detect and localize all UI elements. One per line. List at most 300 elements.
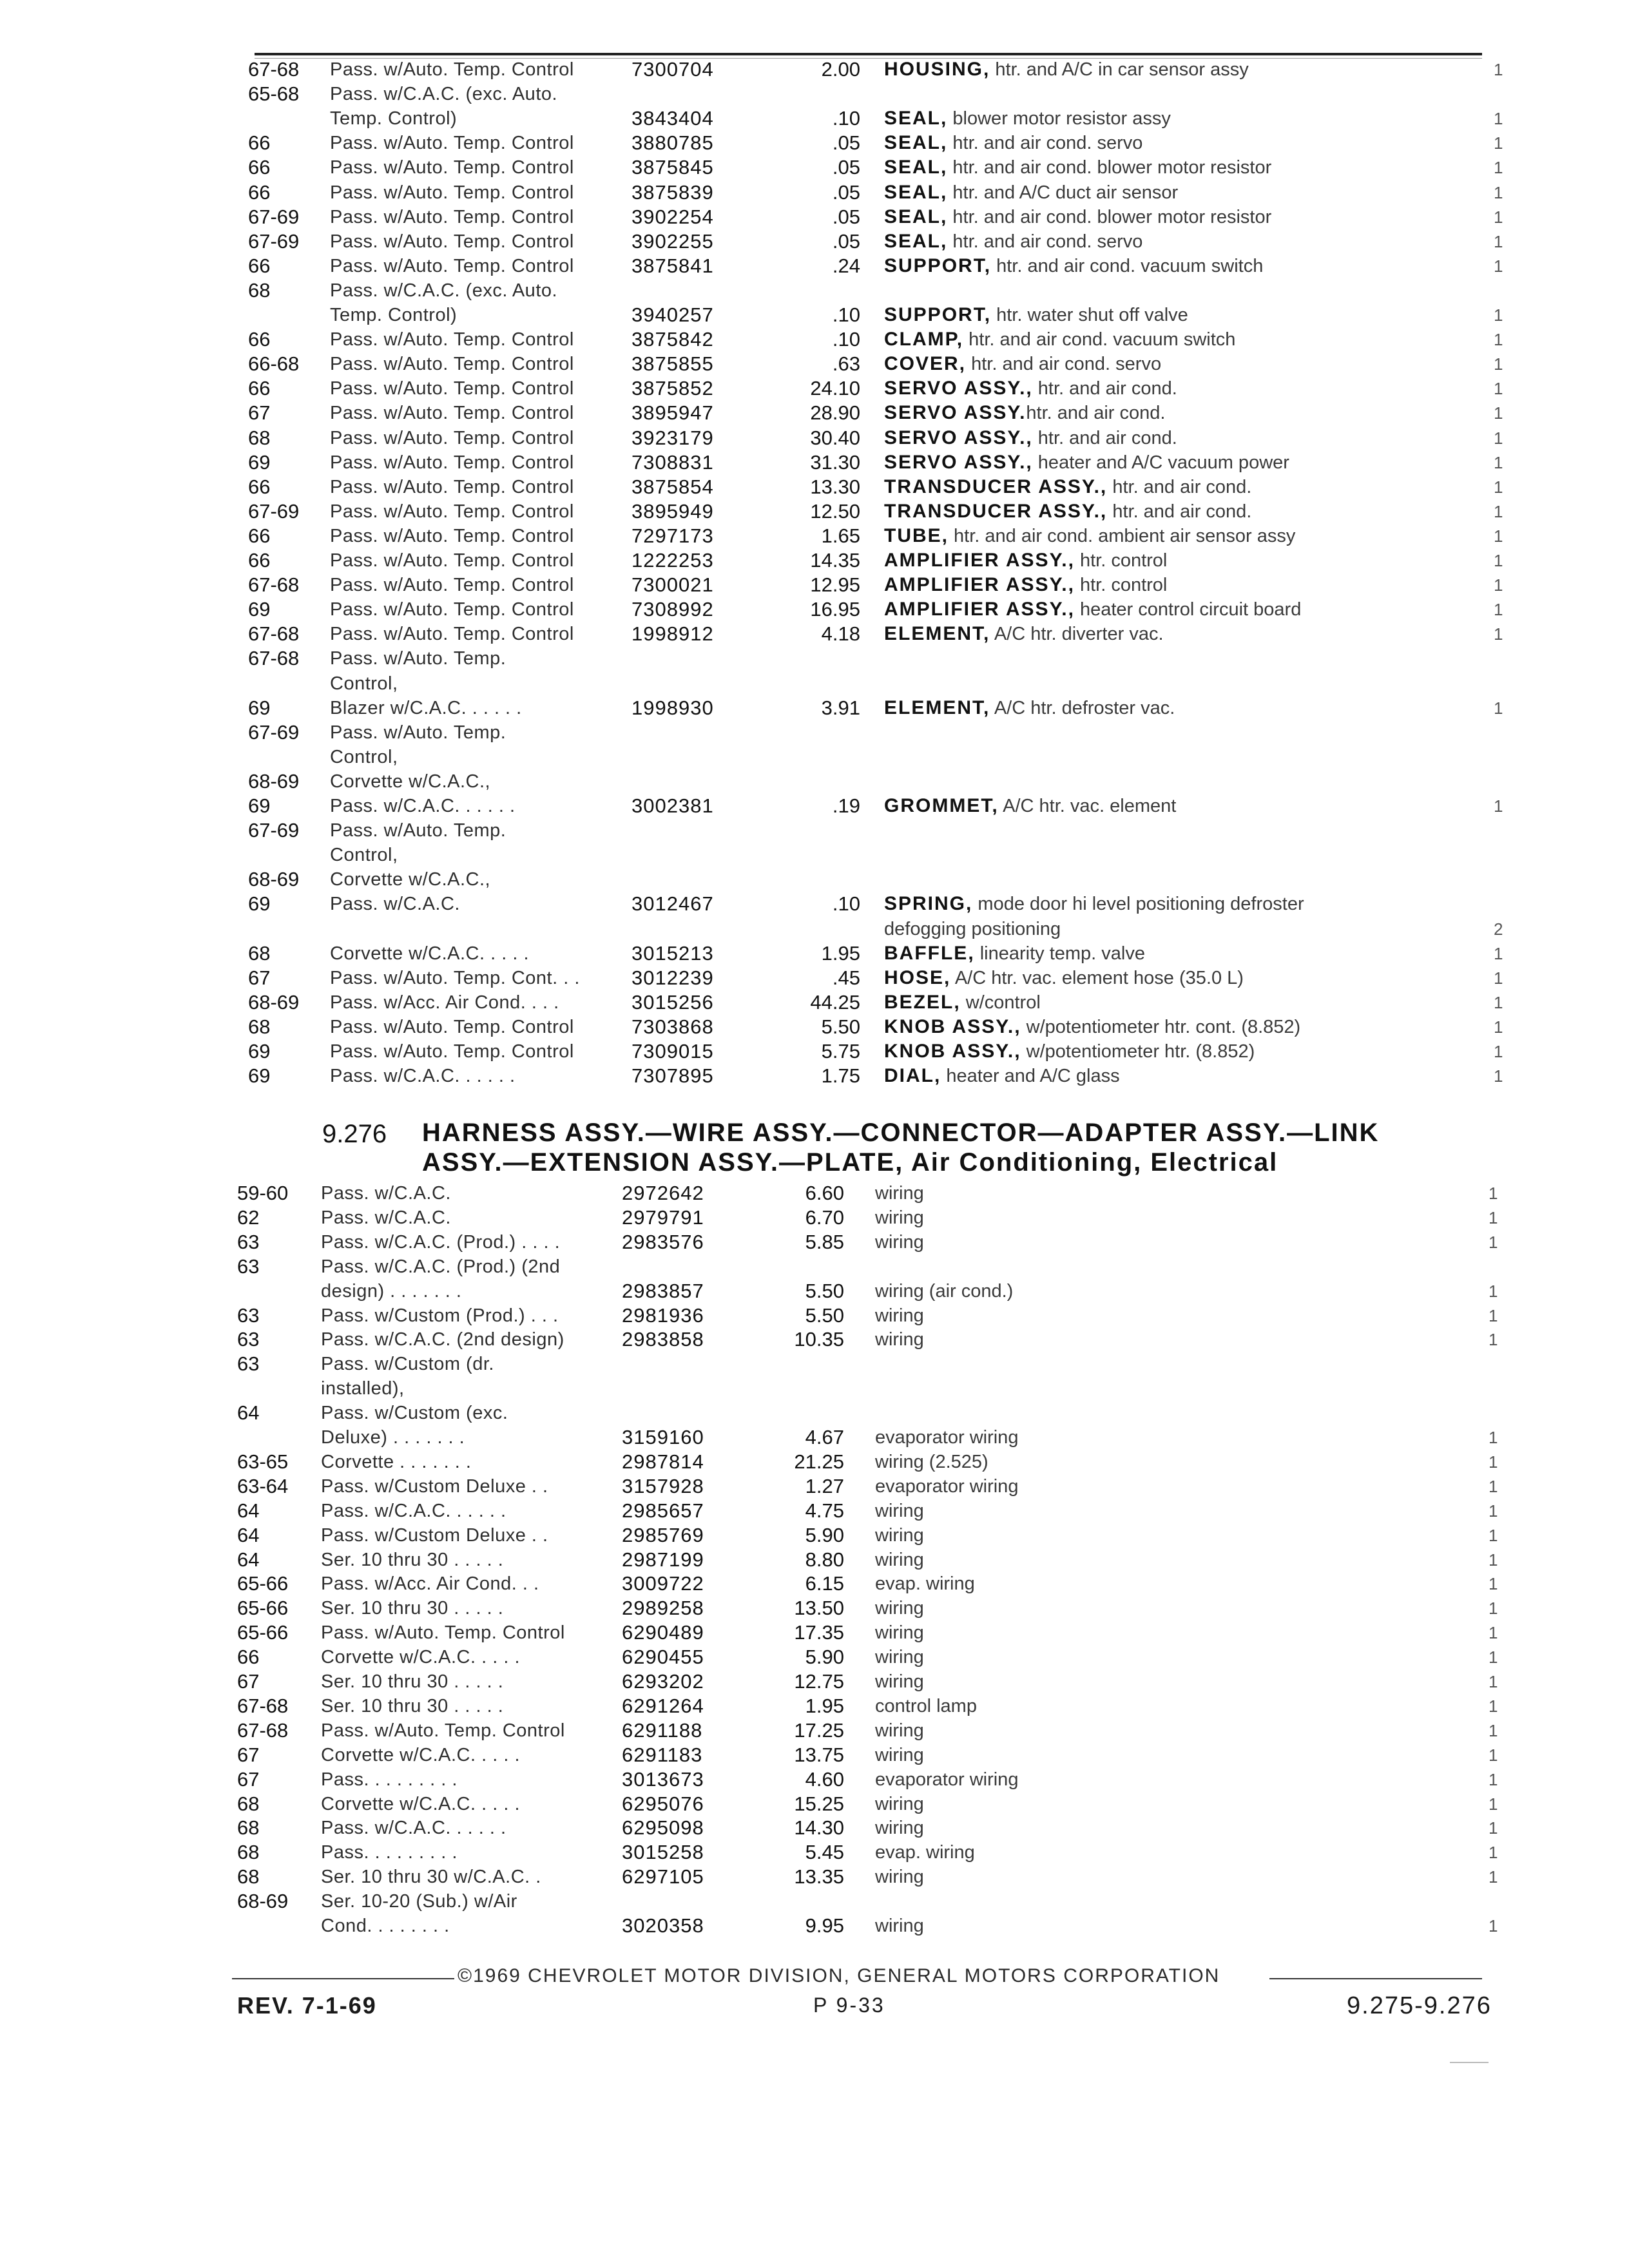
quantity: 1 — [1489, 1525, 1498, 1545]
parts-row — [0, 1792, 1629, 1816]
part-description: htr. and A/C in car sensor assy — [990, 59, 1249, 80]
list-price: 17.25 — [794, 1718, 844, 1742]
part-number: 2985657 — [622, 1499, 704, 1522]
model-application: Pass. w/Auto. Temp. Control — [330, 157, 574, 178]
model-application: Corvette w/C.A.C. . . . . — [321, 1744, 521, 1765]
model-application: Pass. w/Auto. Temp. Control — [330, 206, 574, 227]
part-name-group — [884, 622, 1164, 646]
model-year: 67 — [248, 966, 271, 989]
model-year: 67 — [237, 1670, 260, 1693]
parts-row — [0, 1646, 1629, 1669]
footer-rule-left — [232, 1978, 454, 1979]
quantity: 1 — [1489, 1207, 1498, 1227]
list-price: 4.75 — [805, 1499, 844, 1522]
quantity: 1 — [1494, 133, 1503, 153]
model-application: Cond. . . . . . . . — [321, 1916, 450, 1936]
model-year: 65-68 — [248, 82, 300, 106]
list-price: 13.75 — [794, 1743, 844, 1766]
list-price: .05 — [832, 131, 860, 155]
part-name-group — [884, 328, 1235, 351]
part-number: 3157928 — [622, 1474, 704, 1497]
part-description: wiring — [875, 1500, 924, 1521]
model-application: design) . . . . . . . — [321, 1280, 462, 1302]
model-year: 68 — [248, 426, 271, 449]
quantity: 1 — [1489, 1818, 1498, 1838]
part-name-group — [884, 918, 1061, 941]
quantity: 1 — [1494, 600, 1503, 620]
parts-row — [0, 1744, 1629, 1767]
model-year: 66 — [248, 254, 271, 277]
part-name: SPRING, — [884, 893, 973, 915]
model-application: installed), — [321, 1378, 405, 1399]
model-application: Pass. w/Auto. Temp. Control — [330, 403, 574, 424]
parts-row — [0, 1572, 1629, 1595]
parts-row — [0, 352, 1629, 376]
model-application: Control, — [330, 845, 398, 866]
part-description: wiring — [875, 1329, 924, 1350]
model-application: Pass. w/Auto. Temp. Control — [330, 133, 574, 154]
part-name-group — [884, 352, 1161, 376]
list-price: .63 — [832, 352, 860, 376]
model-year: 68 — [248, 1015, 271, 1038]
model-application: Pass. w/Auto. Temp. Control — [330, 525, 574, 546]
model-application: Pass. w/Custom (exc. — [321, 1403, 508, 1424]
parts-row — [0, 697, 1629, 720]
part-number: 3895947 — [631, 401, 714, 425]
model-year: 67 — [237, 1743, 260, 1766]
parts-row — [0, 1352, 1629, 1376]
quantity: 1 — [1494, 1066, 1503, 1086]
quantity: 1 — [1489, 1696, 1498, 1716]
model-application: Corvette w/C.A.C. . . . . — [321, 1647, 521, 1668]
parts-row — [0, 1865, 1629, 1888]
part-number: 3012467 — [631, 892, 714, 916]
quantity: 1 — [1494, 452, 1503, 472]
part-name-group — [884, 401, 1165, 425]
part-description: wiring — [875, 1183, 924, 1204]
part-number: 1998930 — [631, 696, 714, 719]
part-number: 3013673 — [622, 1767, 704, 1791]
part-name: KNOB ASSY., — [884, 1015, 1021, 1037]
model-application: Pass. w/C.A.C. . . . . . — [321, 1500, 506, 1521]
parts-row — [0, 672, 1629, 695]
part-number: 3020358 — [622, 1914, 704, 1937]
part-name-group — [884, 107, 1171, 130]
list-price: 5.90 — [805, 1523, 844, 1546]
list-price: .10 — [832, 107, 860, 130]
list-price: 12.95 — [810, 573, 860, 597]
footer-page-number: P 9-33 — [813, 1994, 885, 2017]
quantity: 1 — [1489, 1281, 1498, 1301]
quantity: 1 — [1489, 1330, 1498, 1350]
list-price: 30.40 — [810, 426, 860, 449]
part-description: wiring — [875, 1647, 924, 1668]
part-name-group — [884, 181, 1178, 204]
model-year: 66 — [248, 377, 271, 400]
list-price: 16.95 — [810, 598, 860, 621]
section-title-line2: ASSY.—EXTENSION ASSY.—PLATE, Air Conditioning, Electrical — [422, 1148, 1278, 1177]
model-application: Ser. 10 thru 30 . . . . . — [321, 1671, 504, 1692]
model-application: Pass. w/C.A.C. (exc. Auto. — [330, 280, 558, 301]
quantity: 1 — [1494, 1042, 1503, 1061]
part-description: control lamp — [875, 1695, 977, 1716]
part-name: BAFFLE, — [884, 942, 975, 964]
part-number: 6297105 — [622, 1865, 704, 1888]
parts-row — [0, 1064, 1629, 1088]
model-year: 64 — [237, 1548, 260, 1571]
quantity: 1 — [1489, 1769, 1498, 1789]
model-application: Pass. w/Custom (Prod.) . . . — [321, 1305, 559, 1326]
model-year: 63-64 — [237, 1474, 289, 1497]
part-name: COVER, — [884, 353, 967, 375]
part-description: htr. and air cond. servo — [966, 354, 1162, 375]
model-application: Pass. w/Auto. Temp. Control — [330, 182, 574, 203]
model-year: 66 — [248, 549, 271, 572]
model-year: 66 — [248, 475, 271, 498]
part-name-group — [884, 1040, 1255, 1063]
part-number: 3875845 — [631, 156, 714, 179]
part-number: 3009722 — [622, 1572, 704, 1595]
list-price: .10 — [832, 328, 860, 351]
list-price: 14.30 — [794, 1816, 844, 1840]
parts-row — [0, 1499, 1629, 1523]
part-name-group — [884, 230, 1142, 253]
list-price: .05 — [832, 156, 860, 179]
parts-row — [0, 1719, 1629, 1742]
part-description: wiring — [875, 1744, 924, 1765]
parts-row — [0, 868, 1629, 891]
quantity: 2 — [1494, 919, 1503, 939]
parts-row — [0, 1695, 1629, 1718]
model-application: Corvette w/C.A.C. . . . . — [321, 1793, 521, 1814]
part-description: htr. and air cond. — [1107, 501, 1252, 522]
model-application: Pass. w/C.A.C. — [330, 894, 460, 915]
model-year: 67-69 — [248, 229, 300, 253]
model-year: 69 — [248, 794, 271, 817]
list-price: 1.75 — [821, 1064, 860, 1088]
parts-row — [0, 1890, 1629, 1913]
parts-row — [0, 622, 1629, 646]
part-name: SEAL, — [884, 132, 948, 154]
part-number: 1998912 — [631, 622, 714, 646]
part-number: 2972642 — [622, 1182, 704, 1204]
model-year: 67-69 — [248, 720, 300, 744]
quantity: 1 — [1489, 1428, 1498, 1447]
part-description: htr. and air cond. vacuum switch — [963, 329, 1236, 351]
list-price: 4.60 — [805, 1767, 844, 1791]
list-price: 17.35 — [794, 1621, 844, 1644]
quantity: 1 — [1489, 1623, 1498, 1643]
part-description: mode door hi level positioning defroster — [972, 894, 1304, 915]
part-description: w/potentiometer htr. cont. (8.852) — [1021, 1016, 1301, 1037]
part-description: wiring (air cond.) — [875, 1280, 1014, 1302]
part-name-group — [884, 427, 1177, 450]
part-number: 3012239 — [631, 966, 714, 989]
part-name-group — [884, 451, 1289, 474]
parts-row — [0, 549, 1629, 572]
quantity: 1 — [1494, 992, 1503, 1012]
parts-row — [0, 107, 1629, 130]
part-name-group — [884, 942, 1145, 965]
part-name: SERVO ASSY., — [884, 378, 1033, 399]
model-application: Pass. w/Auto. Temp. Control — [330, 255, 574, 276]
part-number: 7308831 — [631, 450, 714, 474]
part-number: 3875852 — [631, 377, 714, 400]
quantity: 1 — [1494, 60, 1503, 79]
part-name-group — [884, 156, 1271, 179]
list-price: 21.25 — [794, 1450, 844, 1473]
part-name-group — [884, 377, 1177, 400]
part-description: htr. and air cond. — [1026, 403, 1166, 424]
part-name-group — [884, 966, 1244, 990]
part-description: w/potentiometer htr. (8.852) — [1021, 1041, 1255, 1062]
footer-copyright: ©1969 CHEVROLET MOTOR DIVISION, GENERAL MOTORS CORPORATION — [458, 1965, 1220, 1986]
parts-row — [0, 1816, 1629, 1840]
part-number: 2981936 — [622, 1303, 704, 1327]
list-price: 2.00 — [821, 58, 860, 81]
parts-row — [0, 1377, 1629, 1400]
parts-row — [0, 1015, 1629, 1039]
parts-row — [0, 206, 1629, 229]
part-number: 3875842 — [631, 328, 714, 351]
part-description: wiring — [875, 1720, 924, 1741]
parts-row — [0, 819, 1629, 842]
list-price: 5.50 — [805, 1279, 844, 1302]
list-price: .45 — [832, 966, 860, 989]
model-year: 67-68 — [237, 1694, 289, 1717]
model-year: 66 — [248, 156, 271, 179]
part-number: 3002381 — [631, 794, 714, 817]
parts-row — [0, 1401, 1629, 1425]
part-name-group — [884, 476, 1251, 499]
part-name: GROMMET, — [884, 795, 999, 816]
parts-row — [0, 1597, 1629, 1620]
part-name: SUPPORT, — [884, 304, 992, 325]
part-number: 7308992 — [631, 598, 714, 621]
parts-row — [0, 1206, 1629, 1229]
parts-row — [0, 303, 1629, 327]
parts-row — [0, 476, 1629, 499]
part-number: 7300704 — [631, 58, 714, 81]
part-number: 2987814 — [622, 1450, 704, 1473]
part-number: 2983857 — [622, 1279, 704, 1302]
model-year: 65-66 — [237, 1572, 289, 1595]
quantity: 1 — [1494, 256, 1503, 276]
quantity: 1 — [1494, 575, 1503, 595]
part-name: SEAL, — [884, 230, 948, 252]
model-application: Corvette w/C.A.C., — [330, 771, 491, 792]
part-number: 6291188 — [622, 1718, 703, 1742]
part-description: htr. and air cond. — [1032, 427, 1177, 448]
model-year: 63-65 — [237, 1450, 289, 1473]
model-year: 68-69 — [248, 769, 300, 793]
part-number: 6290489 — [622, 1621, 704, 1644]
model-year: 68-69 — [248, 868, 300, 891]
model-year: 68 — [248, 941, 271, 965]
model-year: 69 — [248, 892, 271, 916]
quantity: 1 — [1494, 477, 1503, 497]
model-year: 66 — [248, 131, 271, 155]
model-application: Pass. w/C.A.C. — [321, 1183, 451, 1204]
parts-row — [0, 1426, 1629, 1449]
parts-row — [0, 647, 1629, 670]
model-application: Temp. Control) — [330, 108, 458, 130]
model-year: 63 — [237, 1230, 260, 1253]
model-year: 64 — [237, 1401, 260, 1425]
list-price: 1.95 — [821, 941, 860, 965]
part-number: 3880785 — [631, 131, 714, 155]
part-name-group — [884, 697, 1175, 720]
model-application: Pass. w/Auto. Temp. Control — [330, 476, 574, 497]
quantity: 1 — [1494, 182, 1503, 202]
model-application: Pass. w/Auto. Temp. — [330, 648, 506, 669]
list-price: 5.50 — [821, 1015, 860, 1038]
model-year: 63 — [237, 1328, 260, 1351]
part-description: heater control circuit board — [1074, 599, 1302, 620]
model-application: Control, — [330, 746, 398, 767]
part-name: SEAL, — [884, 108, 948, 130]
model-application: Pass. w/Custom Deluxe . . — [321, 1524, 548, 1546]
part-number: 3875854 — [631, 475, 714, 498]
part-description: wiring (2.525) — [875, 1451, 988, 1472]
quantity: 1 — [1494, 551, 1503, 570]
part-number: 3015258 — [622, 1841, 704, 1864]
parts-row — [0, 524, 1629, 548]
part-description: heater and A/C glass — [941, 1066, 1120, 1087]
parts-row — [0, 991, 1629, 1014]
model-application: Pass. w/Auto. Temp. Control — [330, 59, 574, 80]
part-description: evaporator wiring — [875, 1427, 1019, 1448]
quantity: 1 — [1494, 501, 1503, 521]
part-description: htr. and A/C duct air sensor — [947, 182, 1179, 203]
quantity: 1 — [1494, 968, 1503, 988]
parts-row — [0, 1040, 1629, 1063]
parts-row — [0, 918, 1629, 941]
part-number: 3875839 — [631, 180, 714, 204]
model-year: 67-68 — [248, 647, 300, 670]
part-description: htr. water shut off valve — [991, 305, 1188, 325]
model-application: Temp. Control) — [330, 305, 458, 325]
model-year: 68 — [237, 1865, 260, 1888]
list-price: 4.18 — [821, 622, 860, 646]
part-number: 3940257 — [631, 303, 714, 326]
part-description: wiring — [875, 1622, 924, 1644]
part-number: 2985769 — [622, 1523, 704, 1546]
quantity: 1 — [1494, 207, 1503, 227]
part-description: defogging positioning — [884, 918, 1061, 939]
parts-row — [0, 1280, 1629, 1303]
parts-row — [0, 745, 1629, 769]
list-price: 10.35 — [794, 1328, 844, 1351]
part-description: htr. and air cond. ambient air sensor assy — [949, 525, 1296, 546]
part-number: 7309015 — [631, 1040, 714, 1062]
part-number: 1222253 — [631, 549, 714, 572]
list-price: 6.70 — [805, 1206, 844, 1229]
part-description: w/control — [960, 992, 1041, 1013]
model-application: Pass. w/C.A.C. — [321, 1207, 451, 1228]
part-name-group — [884, 598, 1301, 621]
parts-row — [0, 279, 1629, 302]
part-name-group — [884, 1064, 1120, 1088]
model-application: Ser. 10 thru 30 . . . . . — [321, 1549, 504, 1570]
model-year: 69 — [248, 1064, 271, 1088]
model-application: Control, — [330, 673, 398, 694]
quantity: 1 — [1494, 330, 1503, 350]
model-application: Deluxe) . . . . . . . — [321, 1427, 465, 1448]
part-number: 2987199 — [622, 1548, 704, 1571]
parts-row — [0, 181, 1629, 204]
part-description: htr. and air cond. servo — [947, 231, 1143, 252]
part-description: evaporator wiring — [875, 1475, 1019, 1497]
model-application: Pass. w/Auto. Temp. Control — [330, 1016, 574, 1037]
model-application: Pass. w/Auto. Temp. Control — [330, 354, 574, 375]
part-name: SEAL, — [884, 181, 948, 203]
part-description: wiring — [875, 1549, 924, 1570]
model-year: 64 — [237, 1523, 260, 1546]
part-description: wiring — [875, 1598, 924, 1619]
list-price: 6.15 — [805, 1572, 844, 1595]
part-number: 6295098 — [622, 1816, 704, 1840]
parts-row — [0, 598, 1629, 621]
top-rule — [255, 53, 1482, 55]
part-name-group — [884, 131, 1142, 155]
part-name: ELEMENT, — [884, 623, 990, 645]
part-name: DIAL, — [884, 1065, 941, 1087]
model-year: 67-68 — [248, 573, 300, 597]
parts-row — [0, 401, 1629, 425]
list-price: 12.75 — [794, 1670, 844, 1693]
model-application: Pass. w/C.A.C. . . . . . — [330, 1066, 516, 1087]
part-description: A/C htr. diverter vac. — [990, 624, 1164, 645]
model-application: Ser. 10 thru 30 w/C.A.C. . — [321, 1867, 541, 1888]
list-price: .10 — [832, 303, 860, 326]
model-year: 66 — [248, 180, 271, 204]
quantity: 1 — [1489, 1867, 1498, 1887]
model-application: Pass. w/Auto. Temp. Control — [330, 501, 574, 522]
model-application: Pass. w/Auto. Temp. — [330, 722, 506, 743]
part-number: 2983858 — [622, 1328, 704, 1351]
part-name: AMPLIFIER ASSY., — [884, 599, 1075, 620]
parts-row — [0, 377, 1629, 400]
part-description: wiring — [875, 1793, 924, 1814]
model-year: 69 — [248, 1040, 271, 1062]
model-application: Blazer w/C.A.C. . . . . . — [330, 697, 522, 718]
model-application: Pass. w/Auto. Temp. — [330, 820, 506, 841]
parts-row — [0, 770, 1629, 793]
part-name: SUPPORT, — [884, 255, 992, 276]
part-name-group — [884, 892, 1304, 916]
part-number: 6293202 — [622, 1670, 704, 1693]
quantity: 1 — [1494, 379, 1503, 399]
list-price: 1.95 — [805, 1694, 844, 1717]
part-name: SERVO ASSY., — [884, 451, 1033, 473]
footer-section-range: 9.275-9.276 — [1347, 1992, 1492, 2019]
list-price: 6.60 — [805, 1182, 844, 1204]
parts-row — [0, 1450, 1629, 1474]
model-year: 68 — [237, 1792, 260, 1815]
model-year: 62 — [237, 1206, 260, 1229]
list-price: 14.35 — [810, 549, 860, 572]
part-number: 3902255 — [631, 229, 714, 253]
model-year: 65-66 — [237, 1597, 289, 1620]
quantity: 1 — [1494, 354, 1503, 374]
parts-row — [0, 1670, 1629, 1693]
model-year: 63 — [237, 1254, 260, 1278]
parts-row — [0, 1548, 1629, 1571]
model-application: Pass. w/Auto. Temp. Control — [330, 575, 574, 596]
part-name: ELEMENT, — [884, 697, 990, 718]
model-application: Corvette w/C.A.C., — [330, 869, 491, 890]
